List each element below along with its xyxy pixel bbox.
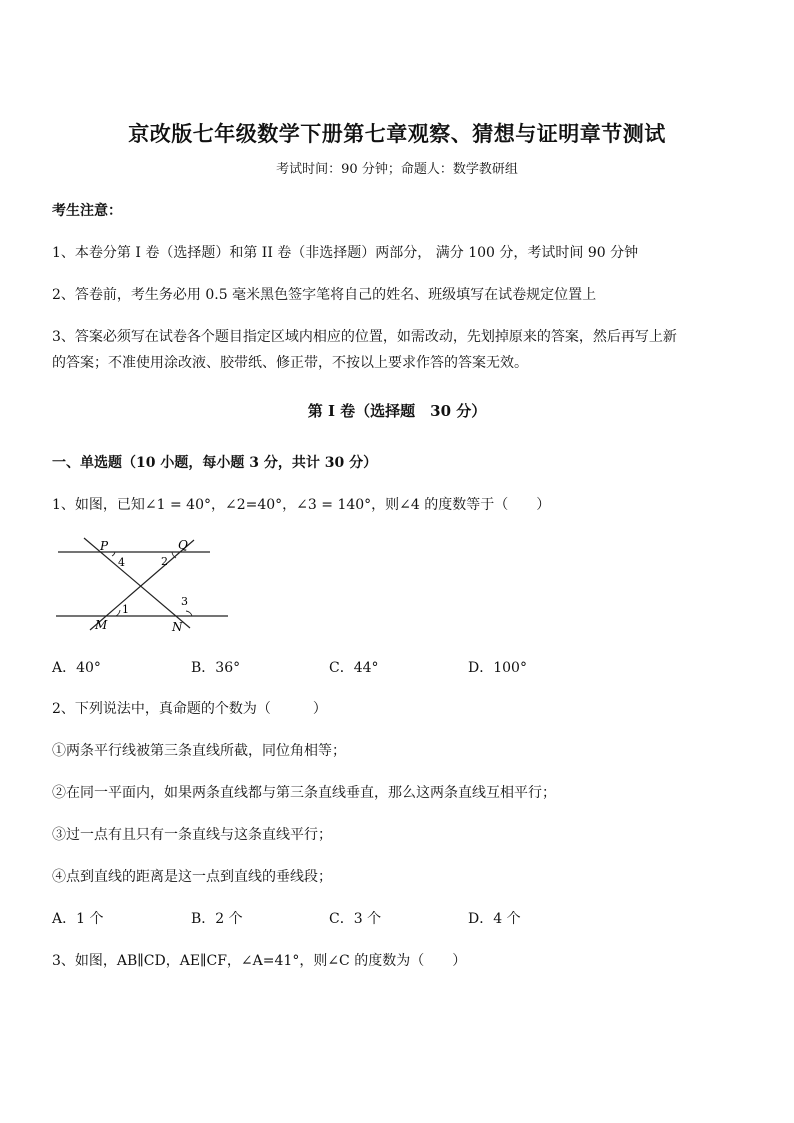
angle-3-arc (186, 611, 192, 616)
q2-option-d[interactable]: D．4 个 (468, 911, 521, 927)
notice-item-2: 2、答卷前，考生务必用 0.5 毫米黑色签字笔将自己的姓名、班级填写在试卷规定位置上 (52, 287, 597, 303)
q2-option-c[interactable]: C．3 个 (329, 911, 382, 927)
label-p: P (100, 539, 109, 553)
section-title: 第 I 卷（选择题 30 分） (307, 402, 487, 420)
label-angle-2: 2 (161, 555, 168, 568)
label-m: M (95, 618, 108, 632)
label-angle-4: 4 (118, 556, 125, 569)
parallel-lines-diagram (52, 530, 232, 635)
exam-info: 考试时间：90 分钟；命题人：数学教研组 (276, 162, 518, 177)
label-angle-1: 1 (122, 603, 129, 616)
q1-option-a[interactable]: A．40° (52, 660, 101, 676)
question-2-stem: 2、下列说法中，真命题的个数为（ ） (52, 701, 327, 717)
q1-option-d[interactable]: D．100° (468, 660, 527, 676)
label-angle-3: 3 (181, 595, 188, 608)
angle-1-arc (116, 610, 120, 616)
q2-statement-3: ③过一点有且只有一条直线与这条直线平行； (52, 827, 332, 843)
notice-item-3-line-1: 3、答案必须写在试卷各个题目指定区域内相应的位置，如需改动，先划掉原来的答案，然后再写上新 (52, 329, 677, 345)
notice-item-1: 1、本卷分第 I 卷（选择题）和第 II 卷（非选择题）两部分， 满分 100 分，考试时间 90 分钟 (52, 245, 639, 261)
notice-heading: 考生注意： (52, 203, 122, 219)
q2-option-b[interactable]: B．2 个 (191, 911, 243, 927)
question-3-stem: 3、如图，AB∥CD，AE∥CF，∠A=41°，则∠C 的度数为（ ） (52, 953, 467, 969)
q2-option-a[interactable]: A．1 个 (52, 911, 104, 927)
q2-statement-1: ①两条平行线被第三条直线所截，同位角相等； (52, 743, 346, 759)
page-title: 京改版七年级数学下册第七章观察、猜想与证明章节测试 (128, 121, 666, 146)
question-1-stem: 1、如图，已知∠1 = 40°，∠2=40°，∠3 = 140°，则∠4 的度数等于（ ） (52, 497, 551, 513)
part-heading: 一、单选题（10 小题，每小题 3 分，共计 30 分） (52, 455, 378, 471)
q2-statement-4: ④点到直线的距离是这一点到直线的垂线段； (52, 869, 332, 885)
question-1-figure (52, 530, 232, 635)
q1-option-b[interactable]: B．36° (191, 660, 241, 676)
label-n: N (172, 620, 183, 634)
notice-item-3-line-2: 的答案；不准使用涂改液、胶带纸、修正带，不按以上要求作答的答案无效。 (52, 355, 528, 371)
q2-statement-2: ②在同一平面内，如果两条直线都与第三条直线垂直，那么这两条直线互相平行； (52, 785, 556, 801)
label-q: Q (178, 538, 188, 552)
q1-option-c[interactable]: C．44° (329, 660, 379, 676)
